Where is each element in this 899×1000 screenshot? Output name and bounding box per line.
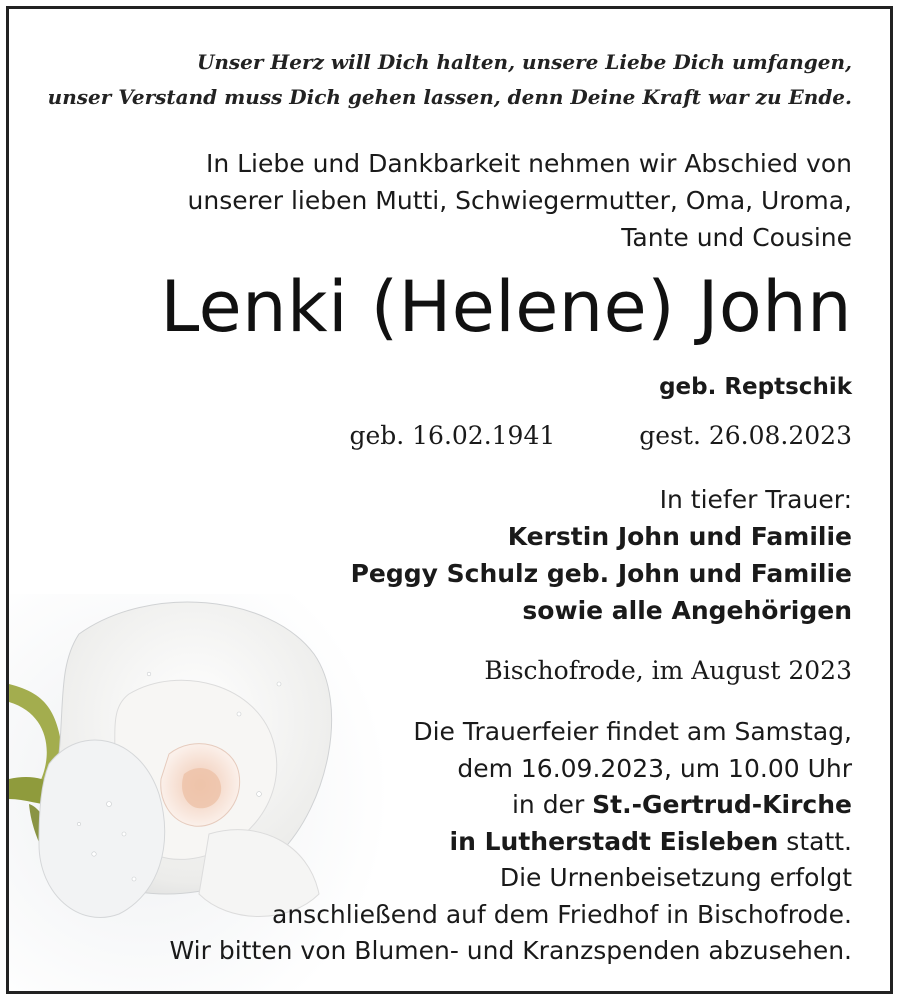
funeral-line-4-post: statt. [778, 826, 852, 856]
memorial-verse [48, 45, 852, 115]
intro-line-2: unserer lieben Mutti, Schwiegermutter, Oma, Uroma, [187, 186, 852, 215]
funeral-line-7: Wir bitten von Blumen- und Kranzspenden abzusehen. [169, 936, 852, 965]
funeral-details [169, 714, 852, 970]
funeral-line-6: anschließend auf dem Friedhof in Bischofrode. [272, 899, 852, 929]
intro-line-3: Tante und Cousine [621, 223, 852, 252]
funeral-line-2: dem 16.09.2023, um 10.00 Uhr [457, 753, 852, 783]
death-date: gest. 26.08.2023 [639, 421, 852, 450]
mourners-block [351, 481, 852, 629]
place-and-date: Bischofrode, im August 2023 [484, 656, 852, 685]
church-name: St.-Gertrud-Kirche [592, 790, 852, 819]
mourners-heading: In tiefer Trauer: [659, 485, 852, 514]
funeral-line-3-pre: in der [511, 790, 593, 819]
farewell-intro [188, 145, 852, 256]
birth-date: geb. 16.02.1941 [349, 421, 556, 450]
obituary-notice [6, 6, 893, 994]
verse-line-1: Unser Herz will Dich halten, unsere Liebe Dich umfangen, [196, 50, 852, 74]
church-town: in Lutherstadt Eisleben [449, 826, 779, 856]
mourner-line-2: Peggy Schulz geb. John und Familie [350, 559, 852, 588]
life-dates [349, 419, 852, 453]
funeral-line-3 [169, 787, 852, 824]
funeral-line-4 [169, 824, 852, 861]
intro-line-1: In Liebe und Dankbarkeit nehmen wir Abschied von [205, 149, 852, 178]
maiden-name: geb. Reptschik [659, 374, 852, 400]
mourner-line-1: Kerstin John und Familie [507, 522, 852, 551]
funeral-line-1: Die Trauerfeier findet am Samstag, [413, 717, 852, 746]
mourner-line-3: sowie alle Angehörigen [522, 596, 852, 625]
verse-line-2: unser Verstand muss Dich gehen lassen, denn Deine Kraft war zu Ende. [47, 85, 852, 109]
funeral-line-5: Die Urnenbeisetzung erfolgt [499, 863, 852, 892]
deceased-name: Lenki (Helene) John [160, 266, 852, 348]
